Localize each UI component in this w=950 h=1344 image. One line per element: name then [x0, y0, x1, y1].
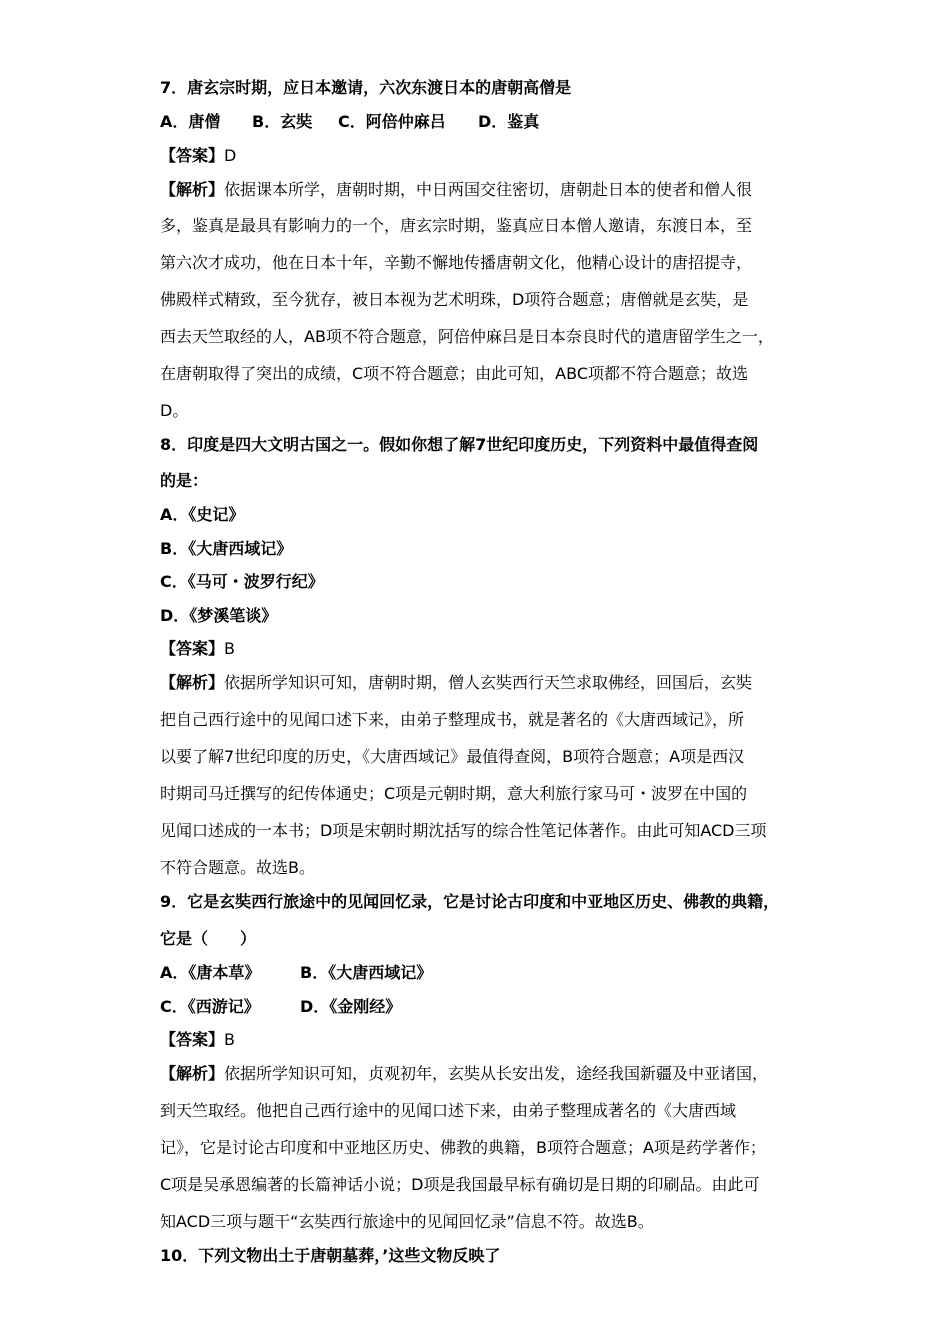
q9-option-b: B．《大唐西域记》	[300, 963, 433, 982]
q9-options-row	[160, 996, 401, 1018]
q9-option-d: D．《金刚经》	[300, 997, 402, 1016]
q7-answer	[160, 145, 236, 167]
q7-analysis-line: D。	[160, 401, 189, 420]
answer-label: 【答案】	[160, 639, 225, 658]
q7-option-c: C．阿倍仲麻吕	[338, 112, 446, 131]
q9-analysis-line: C项是吴承恩编著的长篇神话小说；D项是我国最早标有确切是日期的印刷品。由此可	[160, 1175, 760, 1194]
answer-value: B	[224, 639, 235, 658]
q7-analysis-line: 多，鉴真是最具有影响力的一个，唐玄宗时期，鉴真应日本僧人邀请，东渡日本，至	[160, 216, 753, 235]
q9-analysis-line: 记》，它是讨论古印度和中亚地区历史、佛教的典籍，B项符合题意；A项是药学著作；	[160, 1138, 766, 1157]
q7-options	[160, 111, 539, 133]
q9-question: 它是（ ）	[160, 929, 257, 948]
q9-question: 9．它是玄奘西行旅途中的见闻回忆录，它是讨论古印度和中亚地区历史、佛教的典籍，	[160, 892, 780, 911]
q9-option-a: A．《唐本草》	[160, 963, 261, 982]
q8-analysis-line	[160, 672, 752, 694]
analysis-label: 【解析】	[160, 1064, 225, 1083]
q7-option-d: D．鉴真	[478, 112, 540, 131]
analysis-text: 依据课本所学，唐朝时期，中日两国交往密切，唐朝赴日本的使者和僧人很	[224, 180, 753, 199]
answer-value: B	[224, 1030, 235, 1049]
analysis-label: 【解析】	[160, 673, 225, 692]
q8-analysis-line: 把自己西行途中的见闻口述下来，由弟子整理成书，就是著名的《大唐西域记》，所	[160, 710, 745, 729]
q8-option-b: B．《大唐西域记》	[160, 539, 293, 558]
q7-analysis-line	[160, 179, 752, 201]
q9-options-row	[160, 962, 432, 984]
q8-question: 的是：	[160, 471, 209, 490]
q7-analysis-line: 在唐朝取得了突出的成绩，C项不符合题意；由此可知，ABC项都不符合题意；故选	[160, 364, 748, 383]
analysis-text: 依据所学知识可知，唐朝时期，僧人玄奘西行天竺求取佛经，回国后，玄奘	[224, 673, 753, 692]
answer-value: D	[224, 146, 237, 165]
q7-option-b: B．玄奘	[252, 112, 313, 131]
q8-option-d: D．《梦溪笔谈》	[160, 606, 278, 625]
q9-option-c: C．《西游记》	[160, 997, 260, 1016]
q9-analysis-line: 到天竺取经。他把自己西行途中的见闻口述下来，由弟子整理成著名的《大唐西域	[160, 1101, 737, 1120]
q8-analysis-line: 时期司马迁撰写的纪传体通史；C项是元朝时期，意大利旅行家马可・波罗在中国的	[160, 784, 748, 803]
q8-analysis-line: 不符合题意。故选B。	[160, 858, 315, 877]
q7-analysis-line: 佛殿样式精致，至今犹存，被日本视为艺术明珠，D项符合题意；唐僧就是玄奘，是	[160, 290, 749, 309]
q9-answer	[160, 1029, 235, 1051]
q8-option-a: A．《史记》	[160, 505, 245, 524]
q7-option-a: A．唐僧	[160, 112, 221, 131]
q8-analysis-line: 见闻口述成的一本书；D项是宋朝时期沈括写的综合性笔记体著作。由此可知ACD三项	[160, 821, 767, 840]
q8-option-c: C．《马可・波罗行纪》	[160, 572, 324, 591]
q10-question: 10．下列文物出土于唐朝墓葬，’这些文物反映了	[160, 1246, 501, 1265]
q7-analysis-line: 西去天竺取经的人，AB项不符合题意，阿倍仲麻吕是日本奈良时代的遣唐留学生之一，	[160, 327, 774, 346]
q9-analysis-line	[160, 1063, 768, 1085]
q7-analysis-line: 第六次才成功，他在日本十年，辛勤不懈地传播唐朝文化，他精心设计的唐招提寺，	[160, 253, 753, 272]
answer-label: 【答案】	[160, 1030, 225, 1049]
q9-analysis-line: 知ACD三项与题干“玄奘西行旅途中的见闻回忆录”信息不符。故选B。	[160, 1212, 654, 1231]
answer-label: 【答案】	[160, 146, 225, 165]
q7-question: 7．唐玄宗时期，应日本邀请，六次东渡日本的唐朝高僧是	[160, 78, 572, 97]
q8-answer	[160, 638, 235, 660]
q8-analysis-line: 以要了解7世纪印度的历史，《大唐西域记》最值得查阅，B项符合题意；A项是西汉	[160, 747, 745, 766]
q8-question: 8．印度是四大文明古国之一。假如你想了解7世纪印度历史，下列资料中最值得查阅	[160, 435, 759, 454]
analysis-label: 【解析】	[160, 180, 225, 199]
analysis-text: 依据所学知识可知，贞观初年，玄奘从长安出发，途经我国新疆及中亚诸国，	[224, 1064, 769, 1083]
